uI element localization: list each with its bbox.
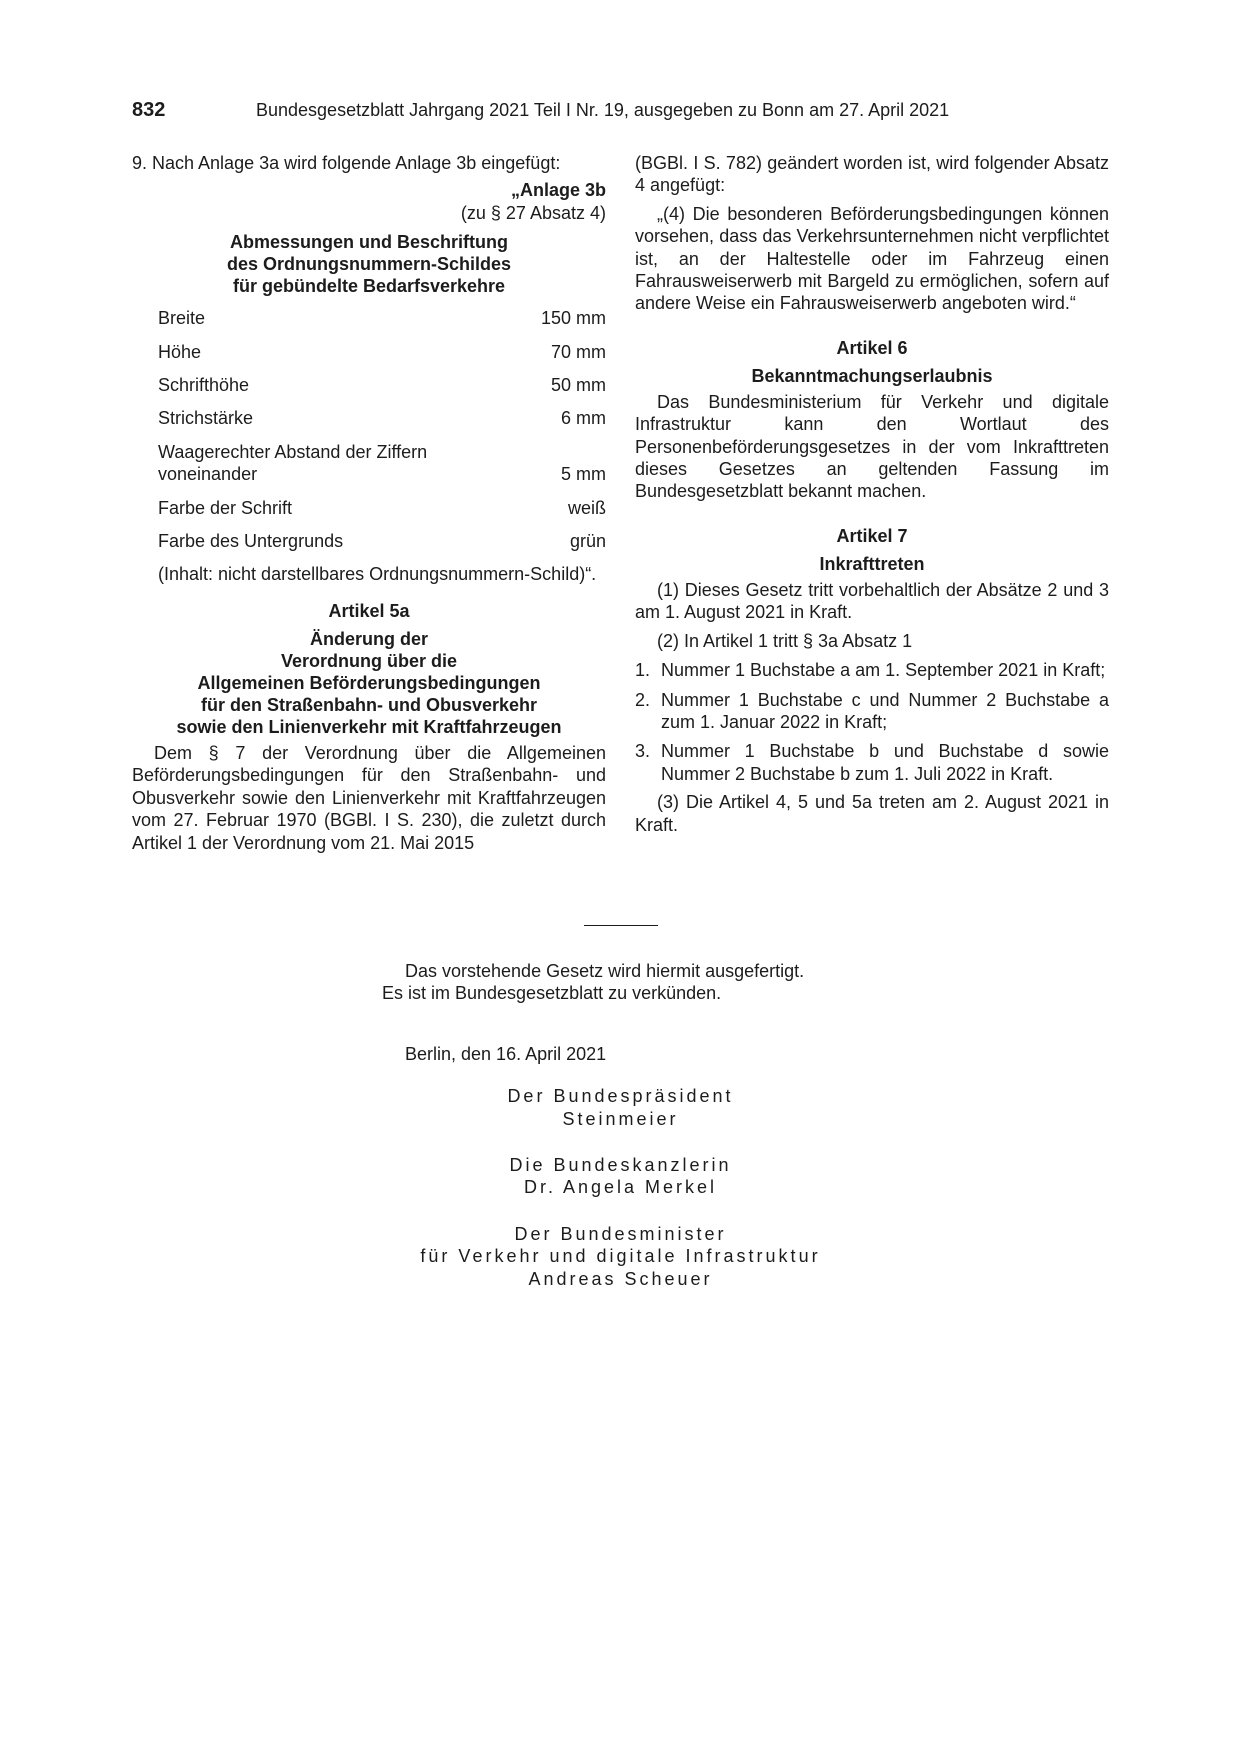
spec-value: 5 mm [561, 464, 606, 485]
list-item-number: 3. [635, 741, 651, 762]
artikel-6-heading: Bekanntmachungserlaubnis [751, 365, 993, 386]
spec-value: 6 mm [561, 408, 606, 429]
signature-role-line-2: für Verkehr und digitale Infrastruktur [420, 1246, 821, 1267]
closing-line-1: Das vorstehende Gesetz wird hiermit ausgefertigt. [405, 961, 805, 981]
signature-role: Der Bundesminister [514, 1223, 727, 1244]
absatz-2: (2) In Artikel 1 tritt § 3a Absatz 1 [657, 630, 913, 651]
table-row [158, 530, 606, 552]
artikel-5a-heading-line: Verordnung über die [280, 650, 458, 671]
signature-name: Andreas Scheuer [528, 1268, 713, 1289]
artikel-5a-heading-line: Änderung der [309, 628, 428, 649]
spec-label: Schrifthöhe [158, 375, 250, 396]
list-item [635, 659, 1109, 681]
spec-value: grün [569, 531, 606, 552]
artikel-5a-heading-line: Allgemeinen Beförderungsbedingungen [197, 672, 541, 693]
spec-value: weiß [567, 497, 606, 518]
spec-label: Höhe [158, 341, 202, 362]
continuation-text: (BGBl. I S. 782) geändert worden ist, wird folgender Absatz 4 angefügt: [635, 153, 1109, 196]
artikel-5a-title: Artikel 5a [328, 600, 410, 621]
absatz-2-list [635, 659, 1109, 785]
signature-block [0, 1223, 1241, 1290]
spec-value: 50 mm [550, 375, 606, 396]
signature-name: Steinmeier [562, 1108, 679, 1129]
table-heading-line: für gebündelte Bedarfsverkehre [232, 276, 506, 297]
absatz-1: (1) Dieses Gesetz tritt vorbehaltlich der Absätze 2 und 3 am 1. August 2021 in Kraft. [635, 579, 1109, 623]
table-row [158, 374, 606, 396]
place-date: Berlin, den 16. April 2021 [405, 1043, 607, 1064]
artikel-5a-heading-line: sowie den Linienverkehr mit Kraftfahrzeugen [176, 716, 562, 737]
right-column [635, 152, 1109, 836]
table-row [158, 341, 606, 363]
closing-line-2: Es ist im Bundesgesetzblatt zu verkünden. [382, 983, 722, 1004]
artikel-5a-heading [132, 628, 606, 738]
spec-value: 150 mm [540, 308, 606, 329]
table-heading-line: des Ordnungsnummern-Schildes [226, 254, 512, 275]
artikel-5a-text: Dem § 7 der Verordnung über die Allgemeinen Beförderungsbedingungen für den Straßenbahn- und Obusverkehr sowie den Linienverkehr mit Kraftfahrzeugen vom 27. Februar 1970 (BGBl. I S. 230), die zuletzt durch Artikel 1 der Verordnung vom 21. Mai 2015 [132, 742, 606, 853]
signature-role: Der Bundespräsident [507, 1086, 734, 1107]
signature-block [0, 1154, 1241, 1199]
anlage-reference: (zu § 27 Absatz 4) [460, 202, 606, 223]
anlage-title: „Anlage 3b [510, 180, 606, 201]
table-row [158, 441, 606, 486]
artikel-6-title: Artikel 6 [836, 337, 908, 358]
table-heading-line: Abmessungen und Beschriftung [229, 232, 508, 253]
absatz-3: (3) Die Artikel 4, 5 und 5a treten am 2. August 2021 in Kraft. [635, 792, 1109, 835]
list-item-text: Nummer 1 Buchstabe c und Nummer 2 Buchstabe a zum 1. Januar 2022 in Kraft; [661, 689, 1109, 732]
artikel-5a-heading-line: für den Straßenbahn- und Obusverkehr [200, 694, 538, 715]
artikel-7-title: Artikel 7 [836, 525, 908, 546]
spec-label: Farbe des Untergrunds [158, 531, 344, 552]
absatz-4-text: „(4) Die besonderen Beförderungsbedingungen können vorsehen, dass das Verkehrsunternehmen nicht verpflichtet ist, an der Haltestelle oder im Fahrzeug einen Fahrausweiserwerb mit Bargeld zu ermöglichen, sofern auf andere Weise ein Fahrausweiserwerb angeboten wird.“ [635, 203, 1109, 314]
spec-label: Waagerechter Abstand der Ziffern voneinander [158, 441, 428, 485]
section-divider [584, 925, 658, 926]
table-row [158, 497, 606, 519]
spec-table [132, 307, 606, 586]
table-heading [132, 231, 606, 297]
list-item [635, 740, 1109, 785]
list-item [635, 689, 1109, 734]
signature-role: Die Bundeskanzlerin [509, 1155, 732, 1176]
list-item-text: Nummer 1 Buchstabe a am 1. September 2021 in Kraft; [661, 660, 1106, 681]
artikel-7-heading: Inkrafttreten [819, 553, 925, 574]
list-item-number: 1. [635, 660, 651, 681]
page-number: 832 [132, 99, 166, 121]
signature-block [0, 1085, 1241, 1130]
table-row [158, 307, 606, 329]
running-title: Bundesgesetzblatt Jahrgang 2021 Teil I Nr. 19, ausgegeben zu Bonn am 27. April 2021 [256, 100, 950, 120]
artikel-6-text: Das Bundesministerium für Verkehr und digitale Infrastruktur kann den Wortlaut des Personenbeförderungsgesetzes in der vom Inkrafttreten dieses Gesetzes an geltenden Fassung im Bundesgesetzblatt bekannt machen. [635, 391, 1109, 502]
closing-block [0, 960, 1241, 1290]
left-column [132, 152, 606, 854]
spec-value: 70 mm [550, 341, 606, 362]
table-row [158, 407, 606, 429]
inhalt-note: (Inhalt: nicht darstellbares Ordnungsnummern-Schild)“. [158, 564, 597, 585]
list-item-number: 2. [635, 689, 651, 710]
spec-label: Farbe der Schrift [158, 497, 293, 518]
item-9: 9. Nach Anlage 3a wird folgende Anlage 3b eingefügt: [132, 153, 561, 173]
list-item-text: Nummer 1 Buchstabe b und Buchstabe d sowie Nummer 2 Buchstabe b zum 1. Juli 2022 in Kraft. [661, 741, 1109, 784]
spec-label: Breite [158, 308, 206, 329]
spec-label: Strichstärke [158, 408, 254, 429]
signature-name: Dr. Angela Merkel [523, 1177, 718, 1198]
